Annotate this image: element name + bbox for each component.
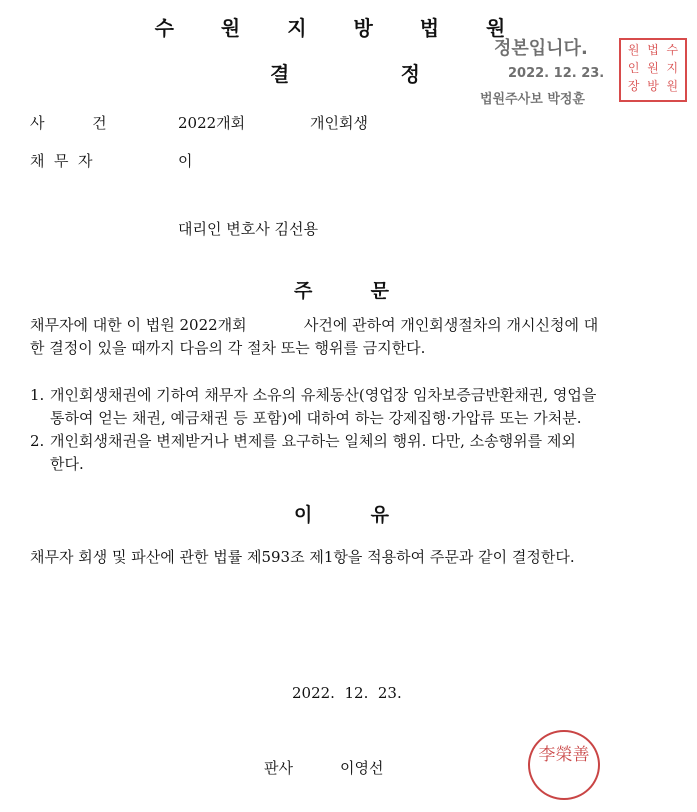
list-item-line: 개인회생채권을 변제받거나 변제를 요구하는 일체의 행위. 다만, 소송행위를 제외 [50,432,576,450]
court-name: 수 원 지 방 법 원 [154,16,526,40]
list-item-line: 통하여 얻는 채권, 예금채권 등 포함)에 대하여 하는 강제집행·가압류 또는 가처분. [50,409,582,427]
debtor-label: 채 무 자 [30,152,93,170]
order-items [30,384,670,476]
certified-copy-clerk: 법원주사보 박정훈 [480,92,585,107]
list-item [30,384,670,430]
judge-title: 판사 [264,759,293,777]
document-type-right: 정 [400,62,420,86]
order-intro-line-2: 한 결정이 있을 때까지 다음의 각 절차 또는 행위를 금지한다. [30,339,426,357]
order-intro [30,314,660,360]
decision-date: 2022. 12. 23. [292,684,402,702]
document-type-left: 결 [270,62,290,86]
certified-copy-title: 정본입니다. [494,38,588,59]
order-intro-line-1: 채무자에 대한 이 법원 2022개회 사건에 관하여 개인회생절차의 개시신청에 대 [30,316,599,334]
judge-seal: 李榮善 [528,730,600,800]
case-label: 사 건 [30,114,107,132]
case-name: 개인회생 [310,114,368,132]
case-number: 2022개회 [178,114,246,132]
list-item-number: 1. [30,386,45,404]
legal-agent: 대리인 변호사 김선용 [178,220,318,238]
document-type [270,58,420,87]
list-item-line: 개인회생채권에 기하여 채무자 소유의 유체동산(영업장 임차보증금반환채권, 영업을 [50,386,597,404]
certified-copy-date: 2022. 12. 23. [508,66,605,81]
list-item [30,430,670,476]
judge-name: 이영선 [340,759,384,777]
court-seal: 원 법 수 인 원 지 장 방 원 [619,38,687,102]
list-item-number: 2. [30,432,45,450]
reason-text: 채무자 회생 및 파산에 관한 법률 제593조 제1항을 적용하여 주문과 같이 결정한다. [30,548,575,566]
debtor-name: 이 [178,152,193,170]
order-heading: 주 문 [294,280,389,302]
reason-heading: 이 유 [294,504,389,526]
list-item-line: 한다. [50,455,84,473]
